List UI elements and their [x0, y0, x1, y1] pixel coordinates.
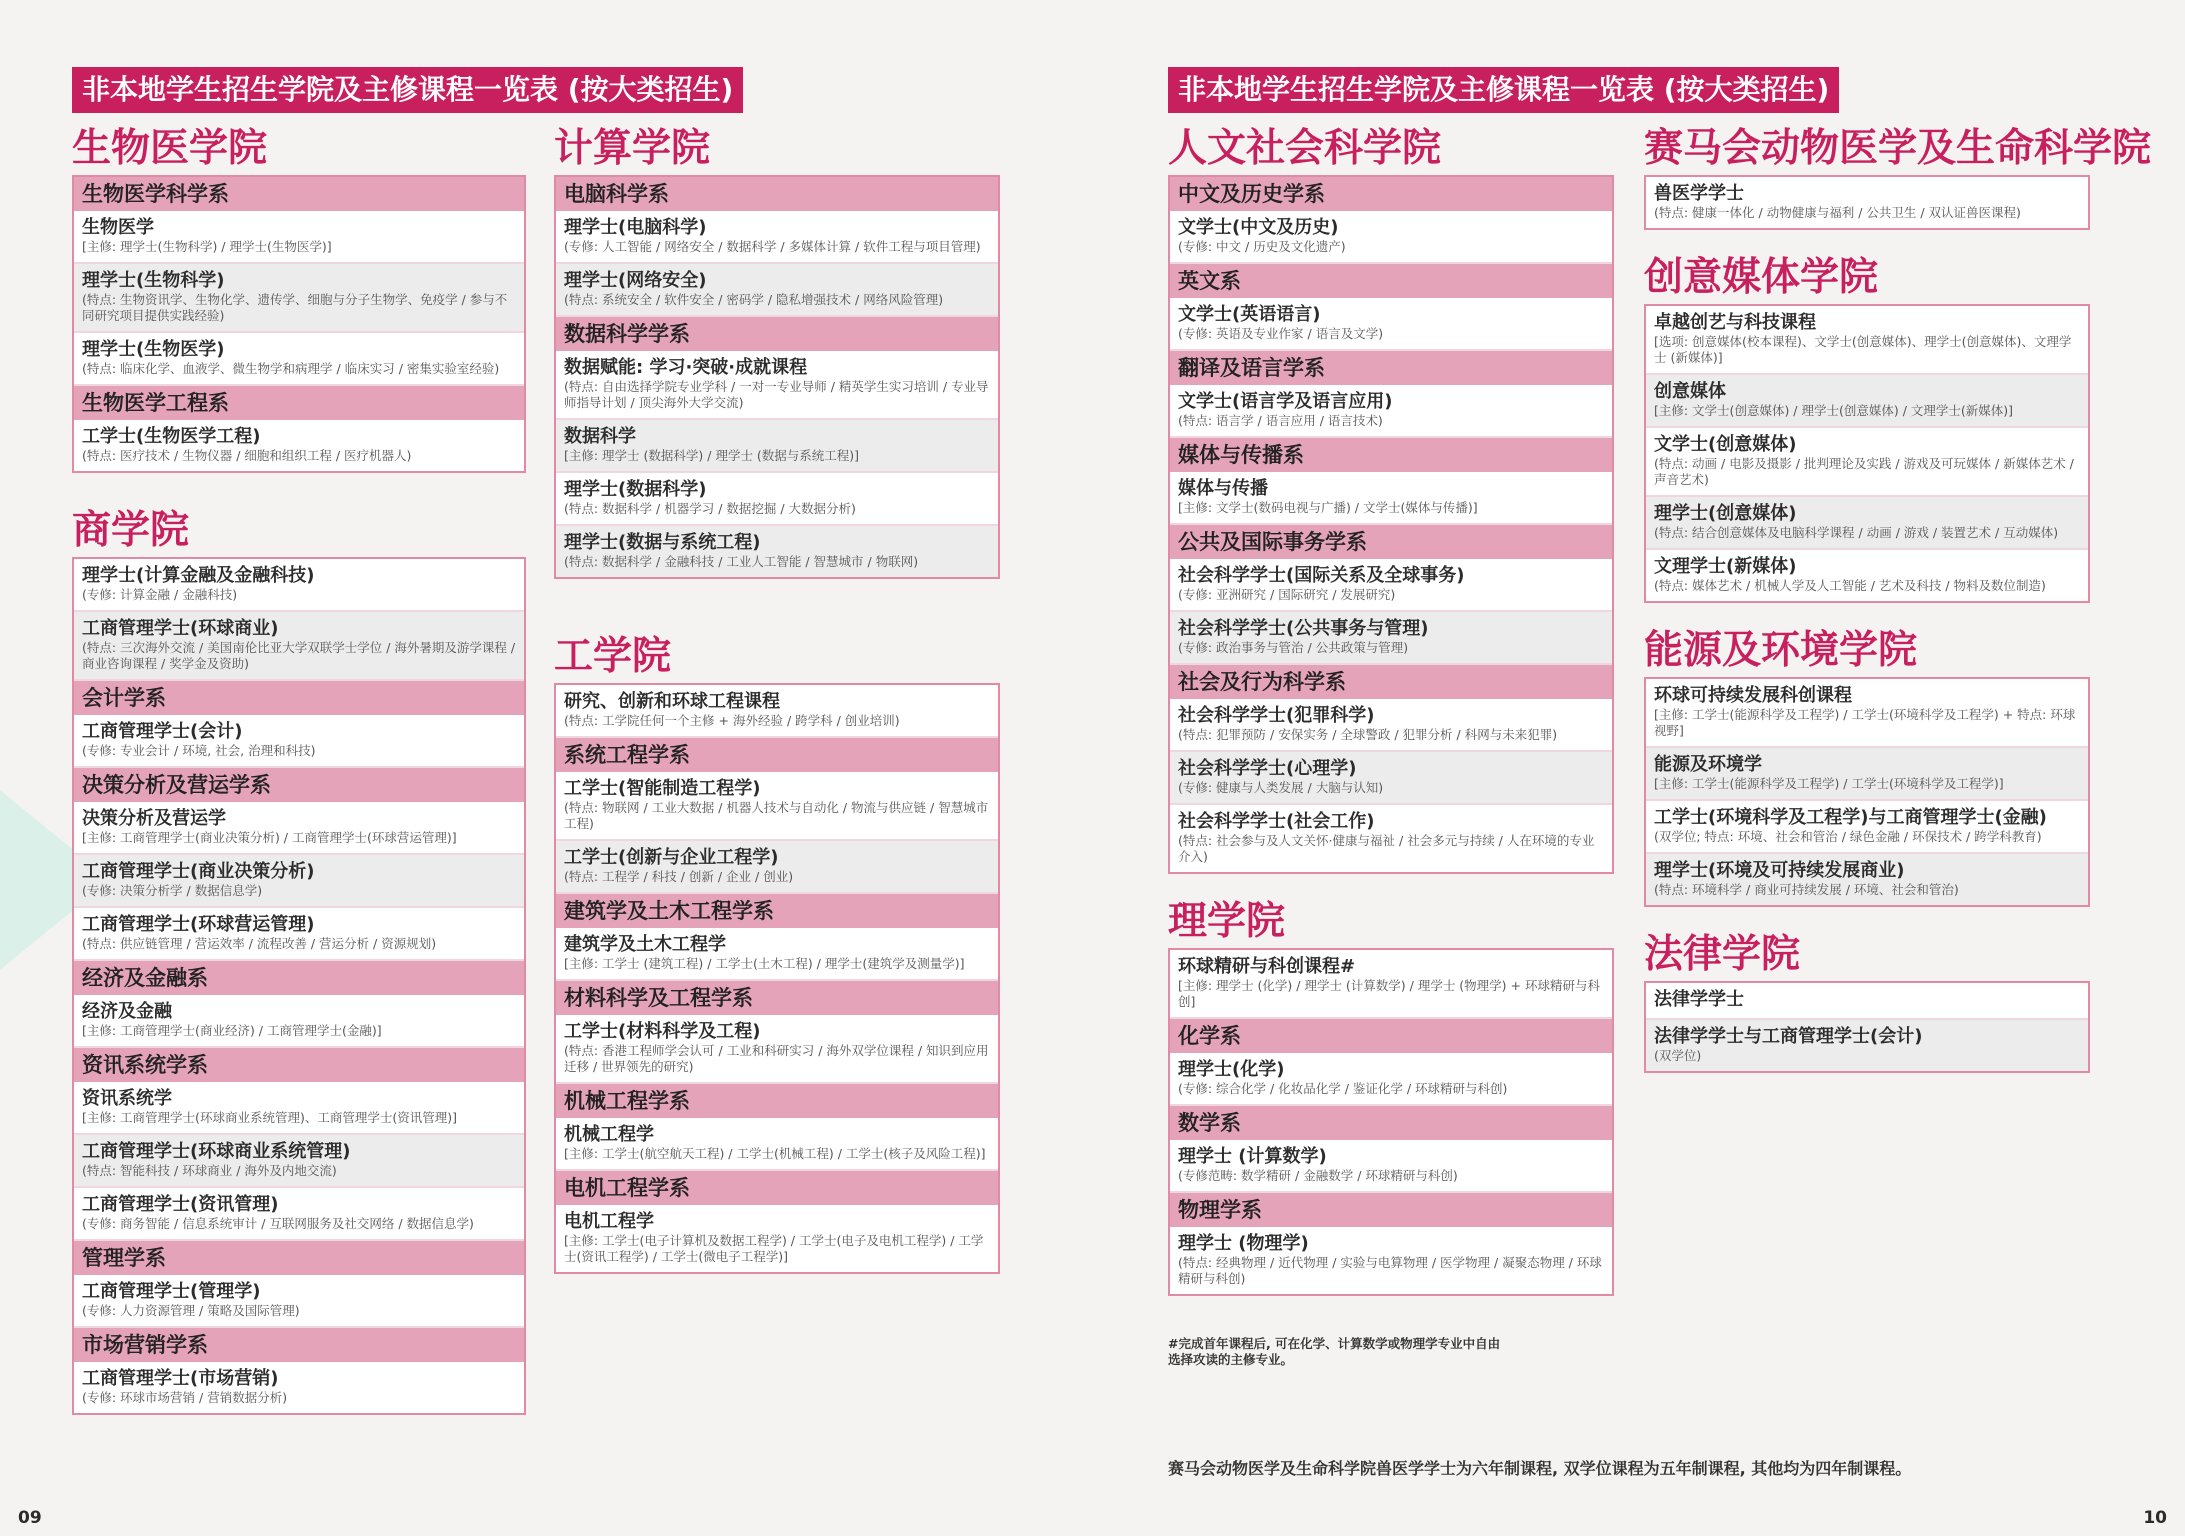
program-name: 数据科学 — [564, 426, 636, 447]
program-table — [554, 175, 1000, 579]
department-header: 中文及历史学系 — [1170, 177, 1612, 211]
college-title: 创意媒体学院 — [1644, 255, 1879, 300]
program-name: 资讯系统学 — [82, 1088, 172, 1109]
program-name: 理学士(数据与系统工程) — [564, 532, 761, 553]
program-row — [74, 420, 524, 471]
program-row — [74, 1135, 524, 1188]
program-description: [主修: 理学士(生物科学) / 理学士(生物医学)] — [82, 239, 332, 254]
program-row — [1646, 983, 2088, 1020]
right-column-2 — [1644, 123, 2152, 1095]
program-table — [72, 557, 526, 1415]
program-row — [74, 211, 524, 264]
program-name: 文学士(中文及历史) — [1178, 217, 1339, 238]
program-row — [1170, 699, 1612, 752]
program-row — [74, 1362, 524, 1413]
program-name: 媒体与传播 — [1178, 478, 1268, 499]
program-row — [74, 715, 524, 768]
program-name: 社会科学学士(犯罪科学) — [1178, 705, 1375, 726]
program-table — [554, 683, 1000, 1274]
program-description: [主修: 工学士(能源科学及工程学) / 工学士(环境科学及工程学)] — [1654, 776, 2004, 791]
program-name: 理学士(生物医学) — [82, 339, 225, 360]
program-description: (特点: 香港工程师学会认可 / 工业和科研实习 / 海外双学位课程 / 知识到应用迁移 / 世界领先的研究) — [564, 1043, 989, 1074]
program-row — [1170, 559, 1612, 612]
program-row — [556, 772, 998, 841]
program-description: (专修: 商务智能 / 信息系统审计 / 互联网服务及社交网络 / 数据信息学) — [82, 1216, 474, 1231]
program-row — [74, 1275, 524, 1328]
program-description: [主修: 理学士 (化学) / 理学士 (计算数学) / 理学士 (物理学) + 环球精研与科创] — [1178, 978, 1600, 1009]
program-row — [1646, 306, 2088, 375]
program-row — [556, 264, 998, 317]
department-header: 生物医学科学系 — [74, 177, 524, 211]
program-row — [1170, 612, 1612, 665]
department-header: 电脑科学系 — [556, 177, 998, 211]
program-description: [主修: 工学士(航空航天工程) / 工学士(机械工程) / 工学士(核子及风险工程)] — [564, 1146, 986, 1161]
program-description: (双学位) — [1654, 1048, 1702, 1063]
program-row — [556, 420, 998, 473]
program-description: (双学位; 特点: 环境、社会和管治 / 绿色金融 / 环保技术 / 跨学科教育) — [1654, 829, 2042, 844]
program-name: 理学士(创意媒体) — [1654, 503, 1797, 524]
program-description: (特点: 系统安全 / 软件安全 / 密码学 / 隐私增强技术 / 网络风险管理) — [564, 292, 944, 307]
program-name: 工商管理学士(环球商业) — [82, 618, 279, 639]
program-name: 生物医学 — [82, 217, 154, 238]
program-row — [1646, 497, 2088, 550]
program-description: (特点: 智能科技 / 环球商业 / 海外及内地交流) — [82, 1163, 337, 1178]
program-description: (特点: 环境科学 / 商业可持续发展 / 环境、社会和管治) — [1654, 882, 1959, 897]
department-header: 会计学系 — [74, 681, 524, 715]
program-row — [1646, 854, 2088, 905]
program-description: (特点: 工学院任何一个主修 + 海外经验 / 跨学科 / 创业培训) — [564, 713, 900, 728]
program-description: [主修: 文学士(创意媒体) / 理学士(创意媒体) / 文理学士(新媒体)] — [1654, 403, 2014, 418]
department-header: 系统工程学系 — [556, 738, 998, 772]
program-row — [74, 612, 524, 681]
program-table — [1168, 948, 1614, 1296]
program-row — [1170, 1140, 1612, 1193]
program-row — [1170, 752, 1612, 805]
department-header: 数据科学学系 — [556, 317, 998, 351]
program-description: (专修: 亚洲研究 / 国际研究 / 发展研究) — [1178, 587, 1396, 602]
program-name: 工商管理学士(环球商业系统管理) — [82, 1141, 351, 1162]
program-name: 工学士(环境科学及工程学)与工商管理学士(金融) — [1654, 807, 2047, 828]
program-description: [主修: 工学士(能源科学及工程学) / 工学士(环境科学及工程学) + 特点: 环球视野] — [1654, 707, 2076, 738]
program-description: [主修: 工商管理学士(商业决策分析) / 工商管理学士(环球营运管理)] — [82, 830, 457, 845]
program-description: (特点: 数据科学 / 金融科技 / 工业人工智能 / 智慧城市 / 物联网) — [564, 554, 919, 569]
program-description: (特点: 临床化学、血液学、微生物学和病理学 / 临床实习 / 密集实验室经验) — [82, 361, 500, 376]
program-row — [1170, 385, 1612, 438]
program-row — [74, 855, 524, 908]
department-header: 化学系 — [1170, 1019, 1612, 1053]
program-name: 文学士(英语语言) — [1178, 304, 1321, 325]
page-number: 10 — [2143, 1508, 2167, 1528]
program-name: 社会科学学士(公共事务与管理) — [1178, 618, 1429, 639]
program-description: (专修: 政治事务与管治 / 公共政策与管理) — [1178, 640, 1409, 655]
program-row — [74, 1188, 524, 1241]
program-name: 理学士(环境及可持续发展商业) — [1654, 860, 1905, 881]
program-row — [1646, 177, 2088, 228]
department-header: 英文系 — [1170, 264, 1612, 298]
program-name: 社会科学学士(心理学) — [1178, 758, 1357, 779]
program-description: (专修: 综合化学 / 化妆品化学 / 鉴证化学 / 环球精研与科创) — [1178, 1081, 1508, 1096]
program-row — [556, 1205, 998, 1272]
program-row — [74, 908, 524, 961]
program-row — [74, 1082, 524, 1135]
program-name: 工学士(创新与企业工程学) — [564, 847, 779, 868]
department-header: 媒体与传播系 — [1170, 438, 1612, 472]
program-description: (特点: 经典物理 / 近代物理 / 实验与电算物理 / 医学物理 / 凝聚态物理 / 环球精研与科创) — [1178, 1255, 1602, 1286]
program-row — [556, 1118, 998, 1171]
program-description: (特点: 语言学 / 语言应用 / 语言技术) — [1178, 413, 1383, 428]
program-name: 工商管理学士(市场营销) — [82, 1368, 279, 1389]
program-name: 理学士(生物科学) — [82, 270, 225, 291]
program-row — [74, 333, 524, 386]
program-row — [556, 928, 998, 981]
program-description: [选项: 创意媒体(校本课程)、文学士(创意媒体)、理学士(创意媒体)、文理学士 (新媒体)] — [1654, 334, 2072, 365]
program-name: 研究、创新和环球工程课程 — [564, 691, 780, 712]
program-row — [556, 526, 998, 577]
program-description: (特点: 生物资讯学、生物化学、遗传学、细胞与分子生物学、免疫学 / 参与不同研究项目提供实践经验) — [82, 292, 508, 323]
college-title: 工学院 — [554, 634, 672, 679]
program-name: 理学士(电脑科学) — [564, 217, 707, 238]
program-description: (特点: 动画 / 电影及摄影 / 批判理论及实践 / 游戏及可玩媒体 / 新媒体艺术 / 声音艺术) — [1654, 456, 2074, 487]
program-name: 文学士(创意媒体) — [1654, 434, 1797, 455]
program-name: 文理学士(新媒体) — [1654, 556, 1797, 577]
program-name: 决策分析及营运学 — [82, 808, 226, 829]
program-description: (专修: 环球市场营销 / 营销数据分析) — [82, 1390, 288, 1405]
page-banner: 非本地学生招生学院及主修课程一览表 (按大类招生) — [1168, 67, 1839, 113]
program-description: (特点: 医疗技术 / 生物仪器 / 细胞和组织工程 / 医疗机器人) — [82, 448, 412, 463]
program-description: (特点: 媒体艺术 / 机械人学及人工智能 / 艺术及科技 / 物料及数位制造) — [1654, 578, 2046, 593]
program-description: (特点: 三次海外交流 / 美国南伦比亚大学双联学士学位 / 海外暑期及游学课程 / 商业咨询课程 / 奖学金及资助) — [82, 640, 516, 671]
left-column-1 — [72, 123, 526, 1437]
program-name: 社会科学学士(国际关系及全球事务) — [1178, 565, 1465, 586]
program-row — [74, 802, 524, 855]
program-description: [主修: 工学士 (建筑工程) / 工学士(土木工程) / 理学士(建筑学及测量学)] — [564, 956, 965, 971]
program-row — [74, 559, 524, 612]
program-name: 创意媒体 — [1654, 381, 1726, 402]
department-header: 机械工程学系 — [556, 1084, 998, 1118]
college-title: 计算学院 — [554, 126, 711, 171]
program-row — [1170, 950, 1612, 1019]
program-name: 建筑学及土木工程学 — [564, 934, 726, 955]
program-table — [1644, 677, 2090, 907]
program-row — [556, 473, 998, 526]
program-description: (专修: 决策分析学 / 数据信息学) — [82, 883, 263, 898]
program-description: (专修: 英语及专业作家 / 语言及文学) — [1178, 326, 1384, 341]
program-row — [74, 995, 524, 1048]
program-description: (专修: 中文 / 历史及文化遗产) — [1178, 239, 1346, 254]
program-table — [72, 175, 526, 473]
program-name: 理学士(计算金融及金融科技) — [82, 565, 315, 586]
program-description: (特点: 数据科学 / 机器学习 / 数据挖掘 / 大数据分析) — [564, 501, 856, 516]
left-column-2 — [554, 123, 1000, 1296]
program-row — [1646, 375, 2088, 428]
program-name: 电机工程学 — [564, 1211, 654, 1232]
program-description: [主修: 工商管理学士(环球商业系统管理)、工商管理学士(资讯管理)] — [82, 1110, 457, 1125]
program-table — [1644, 304, 2090, 603]
department-header: 资讯系统学系 — [74, 1048, 524, 1082]
program-name: 工学士(智能制造工程学) — [564, 778, 761, 799]
program-description: (专修: 计算金融 / 金融科技) — [82, 587, 238, 602]
program-name: 社会科学学士(社会工作) — [1178, 811, 1375, 832]
program-description: (特点: 结合创意媒体及电脑科学课程 / 动画 / 游戏 / 装置艺术 / 互动媒体) — [1654, 525, 2059, 540]
program-row — [1170, 298, 1612, 351]
program-row — [556, 841, 998, 894]
program-row — [556, 685, 998, 738]
program-name: 理学士(化学) — [1178, 1059, 1285, 1080]
program-row — [1646, 550, 2088, 601]
program-row — [1646, 679, 2088, 748]
program-description: [主修: 文学士(数码电视与广播) / 文学士(媒体与传播)] — [1178, 500, 1478, 515]
program-name: 环球精研与科创课程# — [1178, 956, 1356, 977]
department-header: 电机工程学系 — [556, 1171, 998, 1205]
program-row — [74, 264, 524, 333]
left-page — [0, 0, 1092, 1536]
college-title: 生物医学院 — [72, 126, 268, 171]
program-name: 工商管理学士(资讯管理) — [82, 1194, 279, 1215]
program-row — [1646, 748, 2088, 801]
program-name: 工商管理学士(商业决策分析) — [82, 861, 315, 882]
program-description: [主修: 理学士 (数据科学) / 理学士 (数据与系统工程)] — [564, 448, 860, 463]
program-row — [1646, 1020, 2088, 1071]
program-row — [1170, 472, 1612, 525]
college-title: 赛马会动物医学及生命科学院 — [1644, 126, 2152, 171]
program-description: (特点: 社会参与及人文关怀·健康与福祉 / 社会多元与持续 / 人在环境的专业介入) — [1178, 833, 1595, 864]
program-row — [556, 1015, 998, 1084]
program-row — [1646, 428, 2088, 497]
department-header: 经济及金融系 — [74, 961, 524, 995]
program-table — [1644, 175, 2090, 230]
program-name: 文学士(语言学及语言应用) — [1178, 391, 1393, 412]
department-header: 社会及行为科学系 — [1170, 665, 1612, 699]
right-page — [1092, 0, 2185, 1536]
duration-note: 赛马会动物医学及生命科学院兽医学学士为六年制课程, 双学位课程为五年制课程, 其他均为四年制课程。 — [1168, 1459, 1912, 1478]
program-name: 理学士(数据科学) — [564, 479, 707, 500]
department-header: 材料科学及工程学系 — [556, 981, 998, 1015]
program-name: 卓越创艺与科技课程 — [1654, 312, 1816, 333]
program-description: (专修: 人力资源管理 / 策略及国际管理) — [82, 1303, 300, 1318]
program-description: (专修: 专业会计 / 环境, 社会, 治理和科技) — [82, 743, 316, 758]
college-title: 人文社会科学院 — [1168, 126, 1442, 171]
program-description: [主修: 工商管理学士(商业经济) / 工商管理学士(金融)] — [82, 1023, 382, 1038]
program-name: 理学士 (物理学) — [1178, 1233, 1309, 1254]
program-name: 环球可持续发展科创课程 — [1654, 685, 1852, 706]
department-header: 翻译及语言学系 — [1170, 351, 1612, 385]
program-name: 理学士(网络安全) — [564, 270, 707, 291]
program-name: 工学士(材料科学及工程) — [564, 1021, 761, 1042]
department-header: 决策分析及营运学系 — [74, 768, 524, 802]
program-name: 经济及金融 — [82, 1001, 172, 1022]
program-description: (特点: 犯罪预防 / 安保实务 / 全球警政 / 犯罪分析 / 科网与未来犯罪) — [1178, 727, 1558, 742]
college-title: 商学院 — [72, 508, 190, 553]
program-table — [1168, 175, 1614, 874]
program-description: (特点: 供应链管理 / 营运效率 / 流程改善 / 营运分析 / 资源规划) — [82, 936, 437, 951]
program-name: 工商管理学士(管理学) — [82, 1281, 261, 1302]
program-name: 法律学学士 — [1654, 989, 1744, 1010]
program-description: (专修范畴: 数学精研 / 金融数学 / 环球精研与科创) — [1178, 1168, 1458, 1183]
program-row — [1170, 1227, 1612, 1294]
college-title: 法律学院 — [1644, 932, 1801, 977]
department-header: 市场营销学系 — [74, 1328, 524, 1362]
program-description: (特点: 工程学 / 科技 / 创新 / 企业 / 创业) — [564, 869, 794, 884]
page-banner: 非本地学生招生学院及主修课程一览表 (按大类招生) — [72, 67, 743, 113]
program-name: 工商管理学士(环球营运管理) — [82, 914, 315, 935]
program-description: (特点: 自由选择学院专业学科 / 一对一专业导师 / 精英学生实习培训 / 专业导师指导计划 / 顶尖海外大学交流) — [564, 379, 989, 410]
college-title: 理学院 — [1168, 899, 1286, 944]
program-row — [556, 211, 998, 264]
program-row — [1170, 211, 1612, 264]
program-name: 工商管理学士(会计) — [82, 721, 243, 742]
footnote: #完成首年课程后, 可在化学、计算数学或物理学专业中自由选择攻读的主修专业。 — [1168, 1336, 1501, 1367]
program-description: (特点: 健康一体化 / 动物健康与福利 / 公共卫生 / 双认证兽医课程) — [1654, 205, 2021, 220]
program-name: 兽医学学士 — [1654, 183, 1744, 204]
department-header: 管理学系 — [74, 1241, 524, 1275]
department-header: 公共及国际事务学系 — [1170, 525, 1612, 559]
program-name: 数据赋能: 学习·突破·成就课程 — [564, 357, 808, 378]
program-name: 机械工程学 — [564, 1124, 654, 1145]
program-description: (专修: 健康与人类发展 / 大脑与认知) — [1178, 780, 1384, 795]
right-column-1 — [1168, 123, 1614, 1318]
program-description: [主修: 工学士(电子计算机及数据工程学) / 工学士(电子及电机工程学) / 工学士(资讯工程学) / 工学士(微电子工程学)] — [564, 1233, 984, 1264]
college-title: 能源及环境学院 — [1644, 628, 1918, 673]
program-name: 工学士(生物医学工程) — [82, 426, 261, 447]
department-header: 建筑学及土木工程学系 — [556, 894, 998, 928]
program-name: 理学士 (计算数学) — [1178, 1146, 1327, 1167]
program-row — [1170, 805, 1612, 872]
program-name: 法律学学士与工商管理学士(会计) — [1654, 1026, 1923, 1047]
program-description: (特点: 物联网 / 工业大数据 / 机器人技术与自动化 / 物流与供应链 / 智慧城市工程) — [564, 800, 989, 831]
program-row — [1170, 1053, 1612, 1106]
program-table — [1644, 981, 2090, 1073]
department-header: 数学系 — [1170, 1106, 1612, 1140]
program-description: (专修: 人工智能 / 网络安全 / 数据科学 / 多媒体计算 / 软件工程与项目管理) — [564, 239, 981, 254]
department-header: 物理学系 — [1170, 1193, 1612, 1227]
program-row — [556, 351, 998, 420]
department-header: 生物医学工程系 — [74, 386, 524, 420]
program-row — [1646, 801, 2088, 854]
page-number: 09 — [18, 1508, 42, 1528]
program-name: 能源及环境学 — [1654, 754, 1762, 775]
